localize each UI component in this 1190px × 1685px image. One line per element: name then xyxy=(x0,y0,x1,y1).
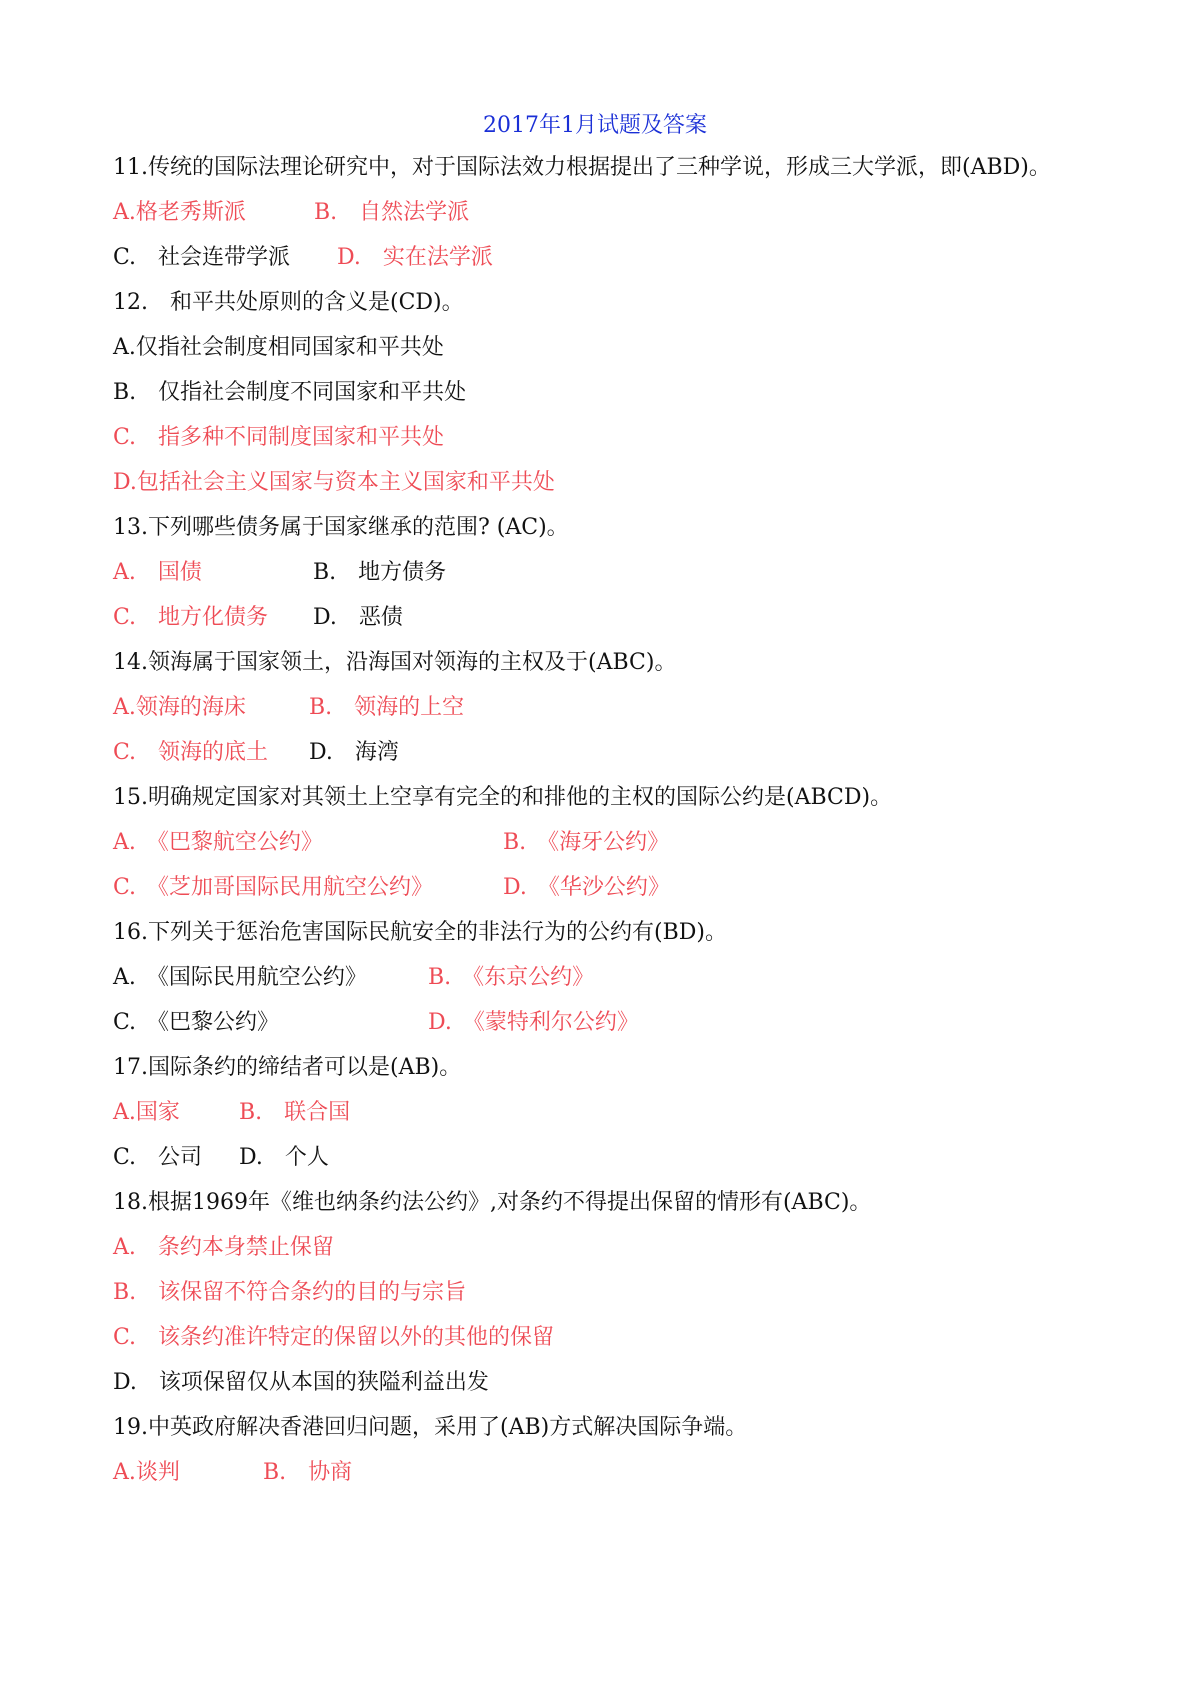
q11-option-b: B. 自然法学派 xyxy=(314,200,470,225)
q14-option-a: A.领海的海床 xyxy=(113,695,246,720)
q17-option-d: D. 个人 xyxy=(239,1145,329,1170)
question-11-stem: 11.传统的国际法理论研究中，对于国际法效力根据提出了三种学说，形成三大学派，即(ABD)。 xyxy=(113,155,1051,180)
q16-option-d: D. 《蒙特利尔公约》 xyxy=(428,1010,639,1035)
q16-option-b: B. 《东京公约》 xyxy=(428,965,595,990)
question-15-stem: 15.明确规定国家对其领土上空享有完全的和排他的主权的国际公约是(ABCD)。 xyxy=(113,785,893,810)
q15-option-c: C. 《芝加哥国际民用航空公约》 xyxy=(113,875,434,900)
page-title: 2017年1月试题及答案 xyxy=(483,113,707,138)
q15-option-a: A. 《巴黎航空公约》 xyxy=(113,830,323,855)
q18-option-a: A. 条约本身禁止保留 xyxy=(113,1235,334,1260)
q17-option-c: C. 公司 xyxy=(113,1145,203,1170)
q12-option-d: D.包括社会主义国家与资本主义国家和平共处 xyxy=(113,470,555,495)
q13-option-a: A. 国债 xyxy=(113,560,202,585)
q12-option-b: B. 仅指社会制度不同国家和平共处 xyxy=(113,380,467,405)
q15-option-b: B. 《海牙公约》 xyxy=(503,830,670,855)
q18-option-b: B. 该保留不符合条约的目的与宗旨 xyxy=(113,1280,467,1305)
q17-option-b: B. 联合国 xyxy=(239,1100,351,1125)
q16-option-c: C. 《巴黎公约》 xyxy=(113,1010,280,1035)
question-14-stem: 14.领海属于国家领土，沿海国对领海的主权及于(ABC)。 xyxy=(113,650,677,675)
question-13-stem: 13.下列哪些债务属于国家继承的范围? (AC)。 xyxy=(113,515,569,540)
q17-option-a: A.国家 xyxy=(113,1100,180,1125)
q18-option-d: D. 该项保留仅从本国的狭隘利益出发 xyxy=(113,1370,489,1395)
q19-option-b: B. 协商 xyxy=(263,1460,353,1485)
q14-option-b: B. 领海的上空 xyxy=(309,695,465,720)
question-16-stem: 16.下列关于惩治危害国际民航安全的非法行为的公约有(BD)。 xyxy=(113,920,727,945)
question-18-stem: 18.根据1969年《维也纳条约法公约》,对条约不得提出保留的情形有(ABC)。 xyxy=(113,1190,872,1215)
q12-option-c: C. 指多种不同制度国家和平共处 xyxy=(113,425,445,450)
q18-option-c: C. 该条约准许特定的保留以外的其他的保留 xyxy=(113,1325,555,1350)
q11-option-d: D. 实在法学派 xyxy=(337,245,493,270)
q13-option-c: C. 地方化债务 xyxy=(113,605,269,630)
q15-option-d: D. 《华沙公约》 xyxy=(503,875,670,900)
q12-option-a: A.仅指社会制度相同国家和平共处 xyxy=(113,335,444,360)
q14-option-c: C. 领海的底土 xyxy=(113,740,269,765)
q19-option-a: A.谈判 xyxy=(113,1460,180,1485)
q13-option-d: D. 恶债 xyxy=(313,605,403,630)
q11-option-c: C. 社会连带学派 xyxy=(113,245,291,270)
question-12-stem: 12. 和平共处原则的含义是(CD)。 xyxy=(113,290,464,315)
question-17-stem: 17.国际条约的缔结者可以是(AB)。 xyxy=(113,1055,462,1080)
q16-option-a: A. 《国际民用航空公约》 xyxy=(113,965,367,990)
q11-option-a: A.格老秀斯派 xyxy=(113,200,246,225)
q13-option-b: B. 地方债务 xyxy=(313,560,447,585)
q14-option-d: D. 海湾 xyxy=(309,740,399,765)
question-19-stem: 19.中英政府解决香港回归问题，采用了(AB)方式解决国际争端。 xyxy=(113,1415,748,1440)
